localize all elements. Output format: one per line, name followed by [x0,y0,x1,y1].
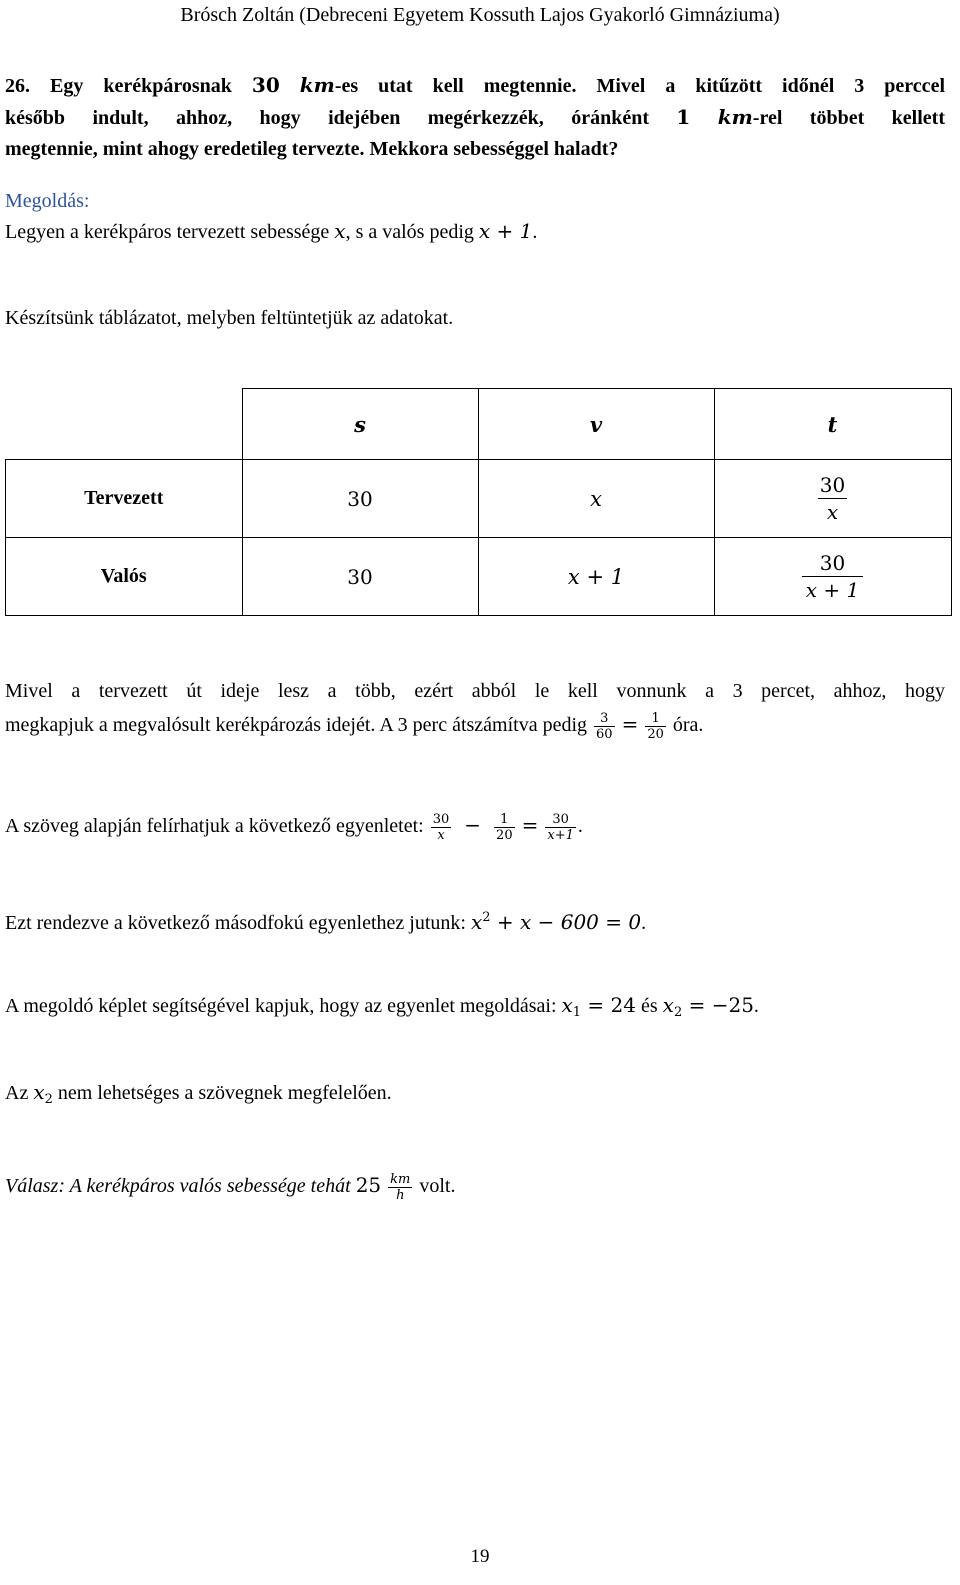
row-v: x [478,460,714,538]
page-header: Brósch Zoltán (Debreceni Egyetem Kossuth Lajos Gyakorló Gimnáziuma) [180,4,780,26]
row-label: Tervezett [6,460,243,538]
problem-line-1: 26. Egy kerékpárosnak 30 km-es utat kell megtennie. Mivel a kitűzött időnél 3 perccel [5,73,945,97]
row-s: 30 [242,538,478,616]
header-s: s [242,389,478,460]
fraction-1-20: $\frac{1}{20}$ [496,811,513,843]
header-v: v [478,389,714,460]
paragraph-1-line-2: megkapjuk a megvalósult kerékpározás idejét. A 3 perc átszámítva pedig $\frac{3}{60}$ = $\frac{1}{20}$ óra. [5,710,704,742]
unit-km-per-h: $\frac{km}{h}$ [390,1171,411,1203]
table-row [6,538,952,616]
paragraph-2: A szöveg alapján felírhatjuk a következő egyenletet: $\frac{30}{x}$ − $\frac{1}{20}$ = $\frac{30}{x+1}$ . [5,811,583,843]
time-fraction: $\frac{30}{x + 1}$ [802,550,863,603]
time-fraction: $\frac{30}{x}$ [819,473,846,524]
row-v: x + 1 [478,538,714,616]
paragraph-3: Ezt rendezve a következő másodfokú egyenlethez jutunk: $x^2 + x - 600 = 0$. [5,910,647,934]
solution-intro: Legyen a kerékpáros tervezett sebessége x, s a valós pedig x + 1. [5,219,538,243]
fraction-30-x-plus-1: $\frac{30}{x+1}$ [547,811,574,843]
row-t [714,538,951,616]
table-intro: Készítsünk táblázatot, melyben feltüntetjük az adatokat. [5,307,454,329]
table-header-row [6,389,952,460]
table-row [6,460,952,538]
fraction-1-20: $\frac{1}{20}$ [647,710,664,742]
header-t: t [714,389,951,460]
answer-line: Válasz: A kerékpáros valós sebessége tehát 25 $\frac{km}{h}$ volt. [5,1171,456,1203]
paragraph-4: A megoldó képlet segítségével kapjuk, hogy az egyenlet megoldásai: $x_1 = 24$ és $x_2 = -25$. [5,993,759,1020]
problem-number: 26. [5,75,30,97]
fraction-30-x: $\frac{30}{x}$ [432,811,450,843]
paragraph-1-line-1: Mivel a tervezett út ideje lesz a több, ezért abból le kell vonnunk a 3 percet, ahhoz, hogy [5,680,945,702]
paragraph-5: Az $x_2$ nem lehetséges a szövegnek megfelelően. [5,1080,392,1107]
solution-label: Megoldás: [5,190,90,212]
data-table [5,388,952,616]
problem-line-3: megtennie, mint ahogy eredetileg tervezte. Mekkora sebességgel haladt? [5,138,619,160]
fraction-3-60: $\frac{3}{60}$ [596,710,613,742]
problem-line-2: később indult, ahhoz, hogy idejében megérkezzék, óránként 1 km-rel többet kellett [5,105,945,129]
page-number: 19 [470,1546,490,1567]
row-s: 30 [242,460,478,538]
row-t [714,460,951,538]
row-label: Valós [6,538,243,616]
table-corner [6,389,243,460]
